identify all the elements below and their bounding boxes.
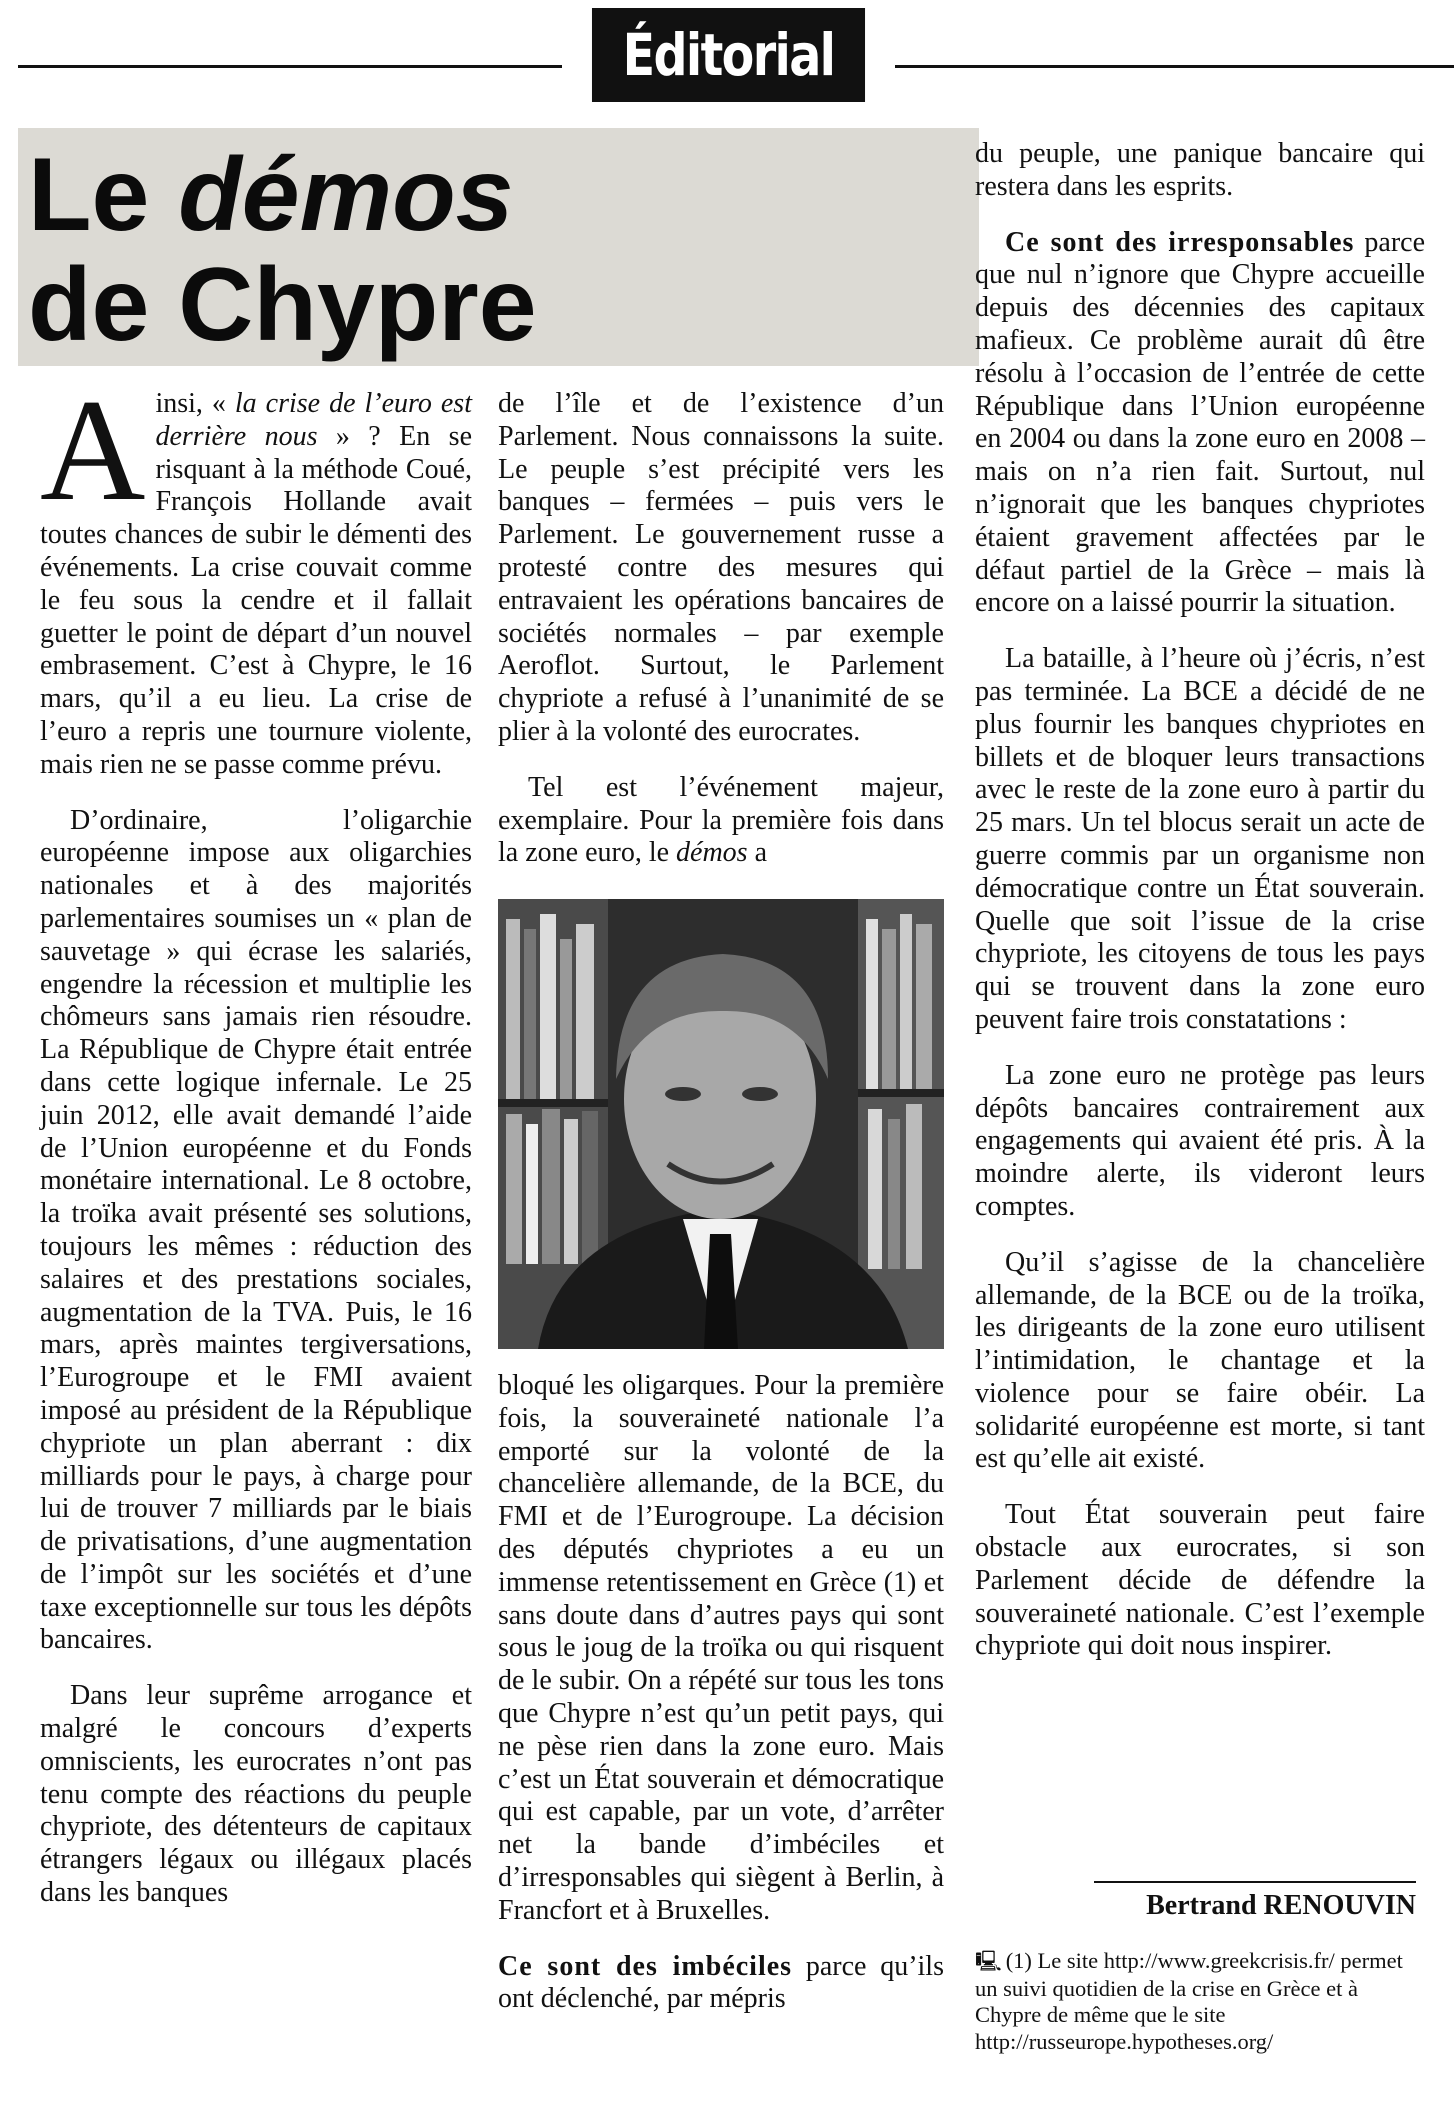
text-run: » ? En se risquant à la méthode Coué, François Hollande avait toutes chances de subir le démenti des événements. La crise couvait comme le feu sous la cendre et il fallait guetter le point de départ d’un nouvel embrasement. C’est à Chypre, le 16 mars, qu’il a eu lieu. La crise de l’euro a repris une tournure violente, mais rien ne se passe comme prévu. — [40, 420, 472, 780]
bold-lead: Ce sont des imbéciles — [498, 1950, 793, 1982]
paragraph — [498, 1951, 944, 2017]
headline — [28, 137, 537, 363]
column-1 — [40, 369, 472, 1933]
column-2-top — [498, 388, 944, 893]
paragraph — [40, 369, 472, 782]
header-rule-left — [18, 65, 562, 68]
text-run: insi, « — [155, 388, 235, 419]
author-signature: Bertrand RENOUVIN — [1146, 1890, 1416, 1921]
paragraph — [498, 772, 944, 870]
author-photo — [498, 899, 944, 1349]
paragraph: Qu’il s’agisse de la chancelière allemande, de la BCE ou de la troïka, les dirigeants de la zone euro utilisent l’intimidation, le chantage et la violence pour se faire obéir. La solidarité européenne est morte, si tant est qu’elle ait existé. — [975, 1246, 1425, 1475]
text-run: Tel est l’événement majeur, exemplaire. Pour la première fois dans la zone euro, le — [498, 771, 944, 869]
headline-prefix: Le — [28, 137, 150, 253]
text-run: a — [747, 837, 768, 869]
paragraph: Dans leur suprême arrogance et malgré le concours d’experts omniscients, les eurocrates n’ont pas tenu compte des réactions du peuple chypriote, des détenteurs de capitaux étrangers légaux ou illégaux placés dans les banques — [40, 1680, 472, 1909]
column-2-bottom — [498, 1370, 944, 2039]
bold-lead: Ce sont des irresponsables — [1005, 226, 1355, 258]
paragraph: de l’île et de l’existence d’un Parlement. Nous connaissons la suite. Le peuple s’est précipité vers les banques – fermées – puis vers le Parlement. Le gouvernement russe a protesté contre des mesures qui entravaient les opérations bancaires de sociétés normales – par exemple Aeroflot. Surtout, le Parlement chypriote a refusé à l’unanimité de se plier à la volonté des eurocrates. — [498, 388, 944, 747]
headline-italic: démos — [178, 137, 514, 253]
paragraph: Tout État souverain peut faire obstacle aux eurocrates, si son Parlement décide de défendre la souveraineté nationale. C’est l’exemple chypriote qui doit nous inspirer. — [975, 1499, 1425, 1662]
italic-word: démos — [676, 837, 748, 869]
header-rule-right — [895, 65, 1454, 68]
footnote — [975, 1948, 1425, 2055]
column-3 — [975, 138, 1425, 1686]
quote-italic: la crise de l’euro est derrière nous — [155, 388, 472, 452]
paragraph: du peuple, une panique bancaire qui restera dans les esprits. — [975, 138, 1425, 202]
paragraph: bloqué les oligarques. Pour la première fois, la souveraineté nationale l’a emporté sur la volonté de la chancelière allemande, de la BCE, du FMI et de l’Eurogroupe. La décision des députés chypriotes a eu un immense retentissement en Grèce (1) et sans doute dans d’autres pays qui sont sous le joug de la troïka ou qui risquent de le subir. On a répété sur tous les tons que Chypre n’est qu’un petit pays, qui ne pèse rien dans la zone euro. Mais c’est un État souverain et démocratique qui est capable, par un vote, d’arrêter net la bande d’imbéciles et d’irresponsables qui siègent à Berlin, à Francfort et à Bruxelles. — [498, 1370, 944, 1926]
drop-cap: A — [40, 369, 146, 531]
paragraph: D’ordinaire, l’oligarchie européenne impose aux oligarchies nationales et à des majorités parlementaires soumises un « plan de sauvetage » qui écrase les salariés, engendre la récession et multiplie les chômeurs sans jamais rien résoudre. La République de Chypre était entrée dans cette logique infernale. Le 25 juin 2012, elle avait demandé l’aide de l’Union européenne et du Fonds monétaire international. Le 8 octobre, la troïka avait présenté ses solutions, toujours les mêmes : réduction des salaires et des prestations sociales, augmentation de la TVA. Puis, le 16 mars, après maintes tergiversations, l’Eurogroupe et le FMI avaient imposé au président de la République chypriote un plan aberrant : dix milliards pour le pays, à charge pour lui de trouver 7 milliards par le biais de privatisations, d’une augmentation de l’impôt sur les sociétés et d’une taxe exceptionnelle sur tous les dépôts bancaires. — [40, 804, 472, 1656]
paragraph — [975, 227, 1425, 621]
section-badge: Éditorial — [592, 8, 865, 102]
text-run: parce qu’ils ont déclenché, par mépris — [498, 1950, 944, 2015]
headline-line2: de Chypre — [28, 247, 537, 363]
text-run: parce que nul n’ignore que Chypre accueille depuis des décennies des capitaux mafieux. Ce problème aurait dû être résolu à l’occasion de l’entrée de cette République dans l’Union européenne en 2004 ou dans la zone euro en 2008 – mais on n’a rien fait. Surtout, nul n’ignorait que les banques chypriotes étaient gravement affectées par le défaut partiel de la Grèce – mais là encore on a laissé pourrir la situation. — [975, 226, 1425, 619]
signature-rule — [1094, 1881, 1416, 1883]
computer-icon: 🖳 — [975, 1951, 1002, 1973]
footnote-text: (1) Le site http://www.greekcrisis.fr/ permet un suivi quotidien de la crise en Grèce et à Chypre de même que le site http://russeurope.hypotheses.org/ — [975, 1948, 1403, 2054]
portrait-illustration — [498, 899, 944, 1349]
paragraph: La zone euro ne protège pas leurs dépôts bancaires contrairement aux engagements qui avaient été pris. À la moindre alerte, ils videront leurs comptes. — [975, 1059, 1425, 1222]
paragraph: La bataille, à l’heure où j’écris, n’est pas terminée. La BCE a décidé de ne plus fournir les banques chypriotes en billets et de bloquer leurs transactions avec le reste de la zone euro à partir du 25 mars. Un tel blocus serait un acte de guerre commis par un organisme non démocratique contre un État souverain. Quelle que soit l’issue de la crise chypriote, les citoyens de tous les pays qui se trouvent dans la zone euro peuvent faire trois constatations : — [975, 643, 1425, 1035]
